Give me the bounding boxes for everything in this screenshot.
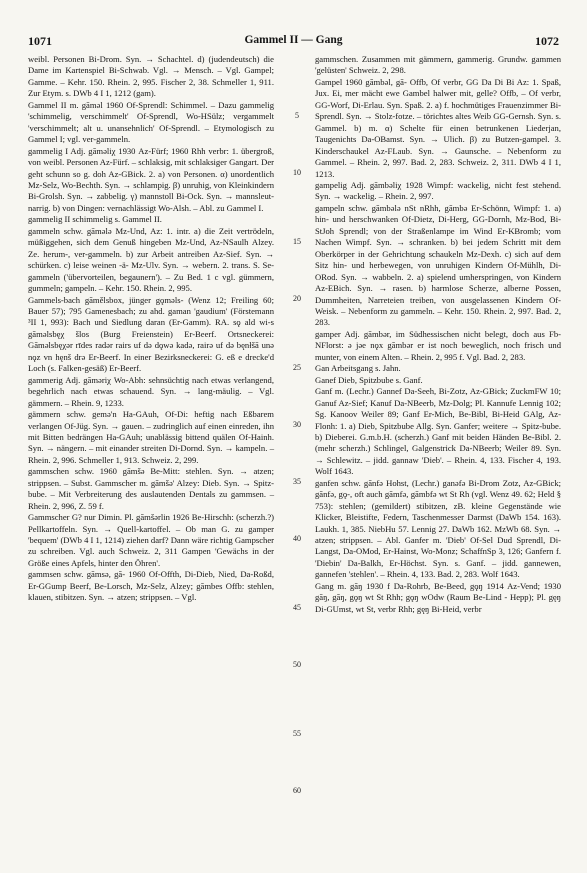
entry-gampel: Gampel 1960 gāmbǝl, gā- Offb, Of verbr, GG Da Di Bi Az: 1. Spaß, Jux. Ei, mer mächt ewe Gambel halwer mit, gelle? Offb, – Of verbr, GG-Worf, Di-Erlau. Syn. Spaß. 2. a) f. hochmütiges Frauenzimmer Bi-Sprendl. Syn. → Stolz-fotze. – törichtes altes Weib GG-Gernsh. Syn. s. Gammel. b) m. α) Schelte für einen betrunkenen Liederjan, Taugenichts Da-OBamst. Syn. → Ulich. β) zu Butzen-gampel. 3. Kinderschaukel Az-FLaub. Syn. → Gaunsche. – Nebenform zu Gammel. – Rhein. 2, 997. Bad. 2, 283. Schweiz. 2, 311. DWb 4 I 1, 1213. — [315, 76, 561, 179]
entry-gammschen-cont: gammschen. Zusammen mit gämmern, gammerig. Grundw. gammen 'gelüsten' Schweiz. 2, 298. — [315, 54, 561, 76]
entry-gammelig-i: gammelig I Adj. gāməliχ 1930 Az-Fürf; 1960 Rhh verbr: 1. übergroß, von weibl. Personen Az-Fürf. – schlaksig, mit schlaksiger Gangart. Der geht schunn so g. doh Az-GBick. 2. a) von Personen. α) unordentlich Mz-Selz, Wo-Bechth. Syn. → schlampig. β) unruhig, von Kleinkindern Bi-Grolsh. Syn. → zabbelig. γ) mannstoll Bi-Ock. Syn. → mannsleut-narrig. b) von Dingen: vernachlässigt Wo-Alsh. – Abl. zu Gammel I. — [28, 145, 274, 213]
page-header — [28, 34, 559, 52]
entry-gammels-bach: Gammels-bach gāmělsbox, jünger gǫmǝls- (Wenz 12; Freiling 60; Bauer 57); 795 Gamenesbach; zu ahd. gaman 'gaudium' (Förstemann ³II 1, 993): Bach und Siedlung daran (Er-Gamm). RA. sǫ ald wi-s gāmǝlsbęχ šlos (Burg Freienstein) Er-Beerf. Ortsneckerei: Gāmǝlsbęχǝr rīdes radǝr rairs uf dǝ dǫwǝ kadǝ, rairǝ uf dǝ bęnłšā unǝ nǫz vn hęnš drǝ Er-Beerf. In einer Bezirksneckerei: G. eß e drecke'd Loch (s. Falken-gesäß) Er-Beerf. — [28, 294, 274, 374]
line-number: 10 — [293, 168, 301, 177]
line-number: 50 — [293, 660, 301, 669]
line-number: 40 — [293, 534, 301, 543]
entry-ganef: Ganef Dieb, Spitzbube s. Ganf. — [315, 374, 423, 385]
entry-ganf: Ganf m. (Lechr.) Gannef Da-Seeh, Bi-Zotz, Az-GBick; ZuckmFW 10; Ganuf Az-Sief; Kanuf Da-NBeerb, Mz-Dolg; Pl. Kannufe Lennig 102; Sg. Kanoov Weiler 89; Ganf Er-Mich, Be-Bibl, Bi-Heid GAlg, Az-Flonh: 1. a) Dieb, Spitzbube Allg. Syn. Ganfer; weitere → Spitz-bube. b) Dieberei. G.m.b.H. (scherzh.) Ganf mit beiden Händen Be-Bibl. 2. (mehr scherzh.) Schlingel, Galgenstrick Da-NBeerb; Weiler 89. Syn. → Schlewitz. – jidd. gannaw 'Dieb'. – Rhein. 4, 133. Fischer 4, 193. Wolf 1643. — [315, 386, 561, 477]
page-number-left: 1071 — [28, 34, 52, 48]
running-head: Gammel II — Gang — [244, 34, 343, 46]
line-number: 25 — [293, 363, 301, 372]
entry-gammelig-ii: gammelig II schimmelig s. Gammel II. — [28, 214, 162, 225]
left-column — [28, 54, 274, 604]
entry-gammschen: gammschen schw. 1960 gāmšǝ Be-Mitt: stehlen. Syn. → atzen; strippsen. – Subst. Gammscher m. gāmšǝ' Alzey: Dieb. Syn. → Spitz-bube. – Mit Verbreiterung des auslautenden Dentals zu gammsen. – Rhein. 2, 996, Z. 59 f. — [28, 466, 274, 511]
page-number-right: 1072 — [535, 34, 559, 48]
line-number: 15 — [293, 237, 301, 246]
line-number: 45 — [293, 603, 301, 612]
entry-gammel-ii: Gammel II m. gāməl 1960 Of-Sprendl: Schimmel. – Dazu gammelig 'schimmelig, verschimmelt' Of-Sprendl, Wo-HSülz; vergammelt 'verschimmelt; alt u. unansehnlich' Of-Sprendl. – Etymologisch zu Gammel I; vgl. ver-gammeln. — [28, 99, 274, 145]
entry-gammerig: gammerig Adj. gāmǝriχ Wo-Abh: sehnsüchtig nach etwas verlangend, begehrlich nach etwas schauend. Syn. → lang-mäulig. – Vgl. gämmern. – Rhein. 9, 1233. — [28, 374, 274, 408]
entry-gammscher: Gammscher G? nur Dimin. Pl. gāmšǝrlin 1926 Be-Hirschh: (scherzh.?) Pellkartoffeln. Syn. → Quell-kartoffel. – Ob man G. zu gamper 'bequem' (DWb 4 I 1, 1214) ziehen darf? Dann wäre richtig Gampscher zu schreiben. Vgl. auch Schweiz. 2, 311 Gampen 'Gewächs in der Größe eines Apfels, hinter den Öhren'. — [28, 512, 275, 568]
entry-gampelig: gampelig Adj. gāmbǝliχ 1928 Wimpf: wackelig, nicht fest stehend. Syn. → wackelig. – Rhein. 2, 997. — [315, 179, 561, 202]
line-number: 30 — [293, 420, 301, 429]
entry-gamper: gamper Adj. gāmbǝr, im Südhessischen nicht belegt, doch aus Fb-NFlorst: ǝ jǝe nǫx gāmbǝr er ist noch beweglich, noch frisch und munter, von einem Alten. – Rhein. 2, 995 f. Vgl. Bad. 2, 283. — [315, 328, 561, 362]
entry-gaemmern: gämmern schw. gemǝ'n Ha-GAuh, Of-Di: heftig nach Eßbarem verlangen Of-Jüg. Syn. → gauen. – zudringlich auf einen einreden, ihn mit Bitten bedrängen Ha-GAuh; unablässig bittend quälen Of-Hainh. Syn. → nängern. – mit einander streiten Di-Dornd. Syn. → kampeln. – Rhein. 2, 996. Schmeller 1, 913. Schweiz. 2, 299. — [28, 409, 274, 465]
entry-gammsen: gammsen schw. gāmsǝ, gā- 1960 Of-Offth, Di-Dieb, Nied, Da-Roßd, Er-GGump Beerf, Be-Lorsch, Mz-Selz, Alzey; gāmbes Offb: stehlen, klauen, stibitzen. Syn. → atzen; strippsen. – Vgl. — [28, 569, 274, 603]
entry-weibl-personen: weibl. Personen Bi-Drom. Syn. → Schachtel. d) (judendeutsch) die Dame im Kartenspiel Bi-Schwab. Vgl. → Mensch. – Vgl. Gampel; Gamme. – Kehr. 150. Rhein. 2, 995. Fischer 2, 38. Schmeller 1, 911. Zur Etym. s. DWb 4 I 1, 1212 (gam). — [28, 54, 274, 99]
entry-gampeln: gampeln schw. gāmbǝlǝ nSt nRhh, gāmbǝ Er-Schönn, Wimpf: 1. a) hin- und herschwanken Of-Dietz, Di-Herg, GG-Dornh, Mz-Bod, Bi-StJoh Sprendl; von der Straßenlampe im Wind Er-KBromb; vom Nachen Wimpf. Syn. → schranken. b) bei jedem Schritt mit dem Oberkörper in der Gehrichtung schaukeln Mz-Dexh. c) sich auf dem Sitz hin- und herbewegen, von unruhigen Kindern Of-Mühlh, Di-ORod. Syn. → wabbeln. 2. a) spielend umherspringen, von Kindern Az-EBich. Syn. → rasen. b) harmlose Scherze, alberne Possen, Dummheiten, Narreteien treiben, von ausgelassenen Kindern Of-Weisk. – Nebenform zu gammeln. – Kehr. 150. Rhein. 2, 997. Bad. 2, 283. — [315, 202, 561, 328]
entry-ganfen: ganfen schw. gānfǝ Hohst, (Lechr.) ganǝfǝ Bi-Drom Zotz, Az-GBick; gānfǝ, gǫ-, oft auch gāmfǝ, gāmbfǝ wt St Rh (vgl. Wenz 49. 62; Held § 753): stehlen; (gemildert) stibitzen, zB. kleine Gegenstände wie Klicker, Bleistifte, Federn, Taschenmesser Darmst (DaWb 154. 163). Laukh. 1, 385. NiebHu 57. Lennig 27. DaWb 162. MzWb 68. Syn. → atzen; strippsen. – Abl. Ganfer m. 'Dieb' Of-Sel Dud Sprendl, Di-Langst, Da-OMod, Er-Hainst, Wo-Monz; SchaffnSp 3, 126; Ganfern f. 'Diebin' Da-Balkh, Er-Höchst. Syn. s. Ganf. – jidd. gannewen, gannefen 'stehlen'. – Rhein. 4, 133. Bad. 2, 283. Wolf 1643. — [315, 477, 561, 580]
line-number: 20 — [293, 294, 301, 303]
line-number: 55 — [293, 729, 301, 738]
line-number: 5 — [295, 111, 299, 120]
entry-gammeln: gammeln schw. gāmələ Mz-Und, Az: 1. intr. a) die Zeit vertrödeln, müßiggehen, sich dem Genuß hingeben Mz-Und, Az-NSaulh Alzey. Ze. herum-, ver-gammeln. b) zur Arbeit antreiben Az-Sief. Syn. → schürken. c) leise weinen -ä- Mz-Ulv. Syn. → webern. 2. trans. S. Se-gammeln ('übervorteilen, begaunern'). – Zu Bed. 1 c vgl. gümmern, gummeln; gampeln. – Kehr. 150. Rhein. 2, 995. — [28, 225, 274, 294]
right-column — [315, 54, 561, 615]
line-number: 60 — [293, 786, 301, 795]
entry-gan: Gan Arbeitsgang s. Jahn. — [315, 363, 401, 374]
line-number: 35 — [293, 477, 301, 486]
entry-gang: Gang m. gāŋ 1930 f Da-Rohrb, Be-Beed, gǫŋ 1914 Az-Vend; 1930 gāŋ, gāŋ, gǫŋ wt St Rhh; gǫŋ wOdw (Raum Be-Lind - Hepp); Pl. gęŋ Di-GUmst, wt St, verbr Rhh; gęŋ Bi-Heid, verbr — [315, 580, 561, 614]
